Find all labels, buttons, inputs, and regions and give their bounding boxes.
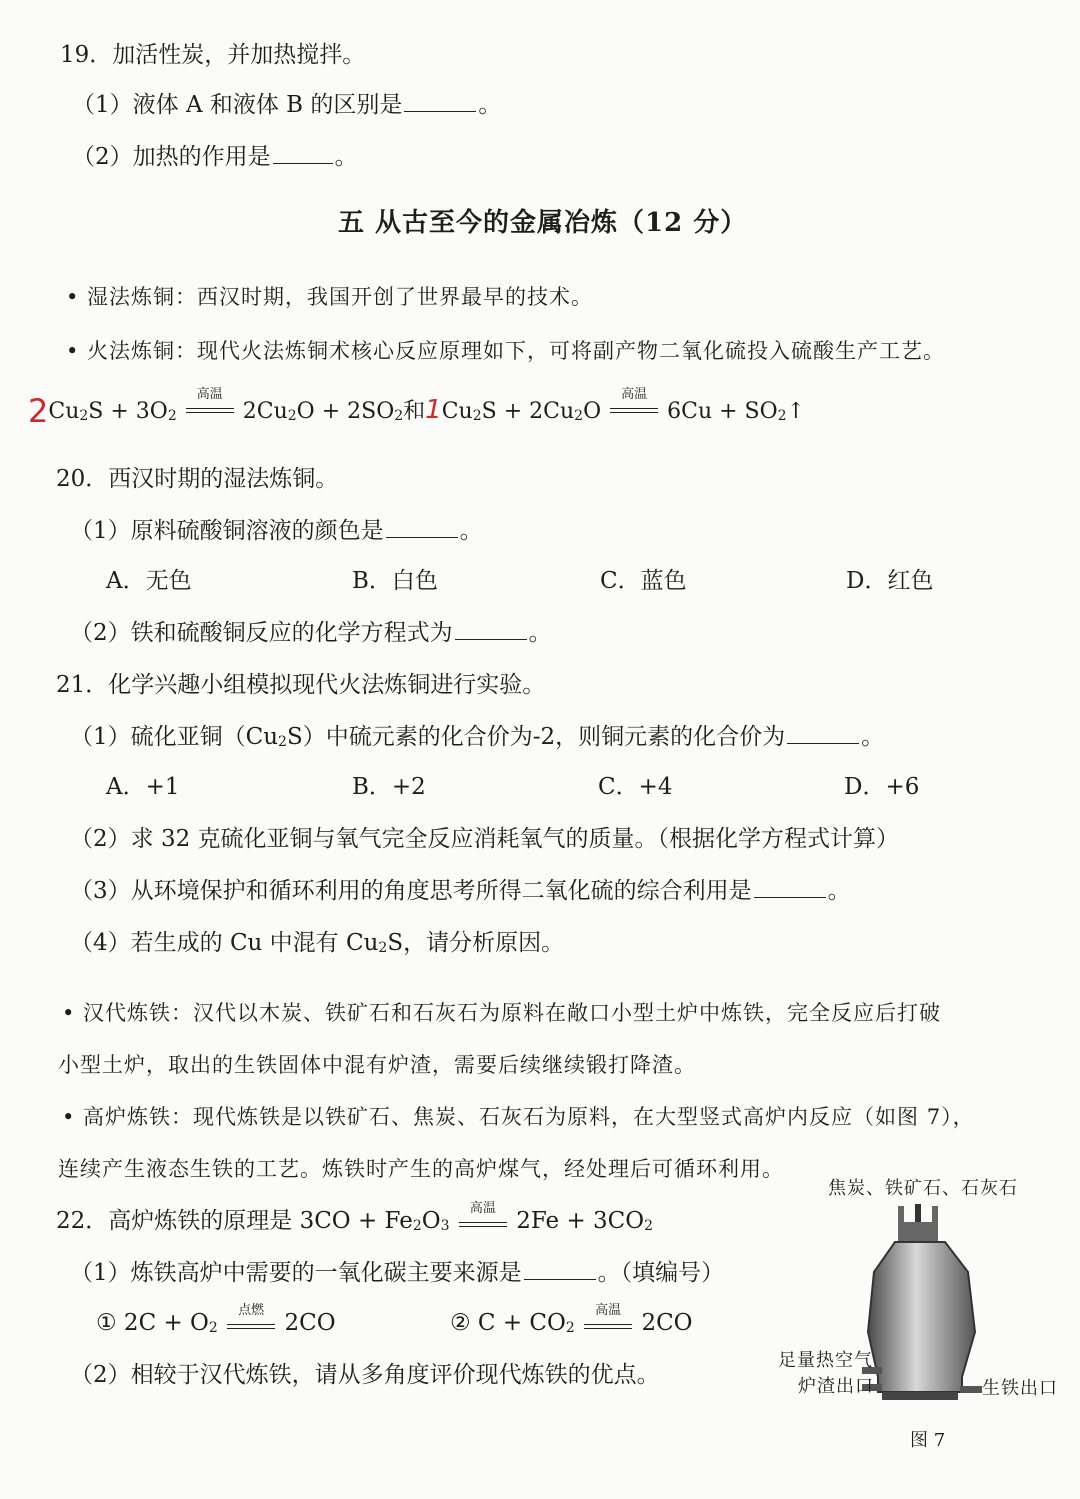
q21-option-d[interactable]: D．+6 xyxy=(844,774,920,800)
q21-part1-text: S）中硫元素的化合价为-2，则铜元素的化合价为 xyxy=(286,724,786,750)
answer-blank[interactable] xyxy=(273,143,333,164)
q19-part2-end: 。 xyxy=(334,144,358,170)
q22-part1-end: 。（填编号） xyxy=(597,1260,725,1286)
q20-part1 xyxy=(70,516,483,546)
slag-outlet-label: 炉渣出口 xyxy=(798,1376,874,1397)
q20-part2-end: 。 xyxy=(528,620,552,646)
section-title: 五 从古至今的金属冶炼（12 分） xyxy=(338,208,748,238)
answer-blank[interactable] xyxy=(404,91,476,112)
q21-part2: （2）求 32 克硫化亚铜与氧气完全反应消耗氧气的质量。（根据化学方程式计算） xyxy=(70,826,900,852)
copper-equations xyxy=(28,387,806,431)
subscript: 2 xyxy=(565,1320,575,1336)
blast-furnace-figure xyxy=(770,1172,1070,1472)
modern-iron-line1: • 高炉炼铁：现代炼铁是以铁矿石、焦炭、石灰石为原料，在大型竖式高炉内反应（如图 7）， xyxy=(62,1105,975,1129)
eq-term: S + 2Cu xyxy=(481,399,575,424)
reaction-sign xyxy=(459,1201,507,1236)
q19-part1 xyxy=(72,90,501,120)
subscript: 3 xyxy=(440,1218,450,1234)
eq-subscript: 2 xyxy=(79,408,89,424)
q20-option-a[interactable]: A．无色 xyxy=(106,568,192,594)
eq-term: Cu xyxy=(48,399,80,424)
q22-stem xyxy=(56,1201,654,1241)
eq-subscript: 2 xyxy=(472,408,482,424)
air-inlet-label: 足量热空气 xyxy=(778,1350,873,1371)
figure-caption: 图 7 xyxy=(910,1430,946,1451)
q21-part4-text: （4）若生成的 Cu 中混有 Cu xyxy=(70,930,379,956)
q22-part1 xyxy=(70,1258,724,1288)
q21-stem: 21．化学兴趣小组模拟现代火法炼铜进行实验。 xyxy=(56,672,546,698)
q20-stem: 20．西汉时期的湿法炼铜。 xyxy=(56,466,339,492)
eq-term: 6Cu + SO xyxy=(667,399,778,424)
fire-copper-intro: • 火法炼铜：现代火法炼铜术核心反应原理如下，可将副产物二氧化硫投入硫酸生产工艺。 xyxy=(66,339,946,363)
q21-option-c[interactable]: C．+4 xyxy=(598,774,673,800)
wet-copper-intro: • 湿法炼铜：西汉时期，我国开创了世界最早的技术。 xyxy=(66,285,594,309)
eq-subscript: 2 xyxy=(777,408,787,424)
subscript: 2 xyxy=(208,1320,218,1336)
q21-option-b[interactable]: B．+2 xyxy=(352,774,426,800)
q22-stem-text: 22．高炉炼铁的原理是 3CO + Fe xyxy=(56,1208,413,1234)
q19-part1-text: （1）液体 A 和液体 B 的区别是 xyxy=(72,92,403,118)
q22-stem-text: O xyxy=(421,1208,441,1234)
q21-part3-end: 。 xyxy=(827,878,851,904)
q20-part2 xyxy=(70,618,552,648)
reaction-text: ① 2C + O xyxy=(96,1310,209,1336)
q21-option-a[interactable]: A．+1 xyxy=(106,774,180,800)
eq-subscript: 2 xyxy=(574,408,584,424)
answer-blank[interactable] xyxy=(455,619,527,640)
q20-part1-text: （1）原料硫酸铜溶液的颜色是 xyxy=(70,518,384,544)
figure-top-label: 焦炭、铁矿石、石灰石 xyxy=(828,1178,1018,1199)
reaction-sign xyxy=(227,1303,275,1338)
answer-blank[interactable] xyxy=(787,723,859,744)
reaction-condition: 点燃 xyxy=(238,1303,265,1318)
q22-stem-text: 2Fe + 3CO xyxy=(516,1208,645,1234)
blast-furnace-illustration xyxy=(770,1172,1070,1472)
q20-option-d[interactable]: D．红色 xyxy=(846,568,934,594)
reaction-text: 2CO xyxy=(641,1310,693,1336)
q21-part4 xyxy=(70,928,564,963)
q21-part4-text: S，请分析原因。 xyxy=(387,930,565,956)
eq-term: Cu xyxy=(441,399,473,424)
eq-term: O xyxy=(583,399,602,424)
reaction-condition: 高温 xyxy=(621,387,648,402)
reaction-condition: 高温 xyxy=(196,387,223,402)
eq-subscript: 2 xyxy=(167,408,177,424)
han-iron-line1: • 汉代炼铁：汉代以木炭、铁矿石和石灰石为原料在敞口小型土炉中炼铁，完全反应后打破 xyxy=(62,1001,942,1025)
modern-iron-line2: 连续产生液态生铁的工艺。炼铁时产生的高炉煤气，经处理后可循环利用。 xyxy=(58,1157,784,1181)
reaction-sign xyxy=(584,1303,632,1338)
eq-subscript: 2 xyxy=(394,408,404,424)
handwritten-coefficient: 2 xyxy=(28,392,49,430)
reaction-text: ② C + CO xyxy=(450,1310,566,1336)
reaction-sign xyxy=(186,387,234,422)
eq-term: 2Cu xyxy=(242,399,288,424)
subscript: 2 xyxy=(412,1218,422,1234)
subscript: 2 xyxy=(378,940,388,956)
eq-subscript: 2 xyxy=(287,408,297,424)
q22-part2: （2）相较于汉代炼铁，请从多角度评价现代炼铁的优点。 xyxy=(70,1362,660,1388)
q21-part3 xyxy=(70,876,851,906)
q20-option-b[interactable]: B．白色 xyxy=(352,568,438,594)
gas-arrow: ↑ xyxy=(786,399,806,424)
reaction-condition: 高温 xyxy=(469,1201,496,1216)
q19-part1-end: 。 xyxy=(478,92,502,118)
reaction-condition: 高温 xyxy=(595,1303,622,1318)
q21-part1-text: （1）硫化亚铜（Cu xyxy=(70,724,279,750)
q19-stem: 19．加活性炭，并加热搅拌。 xyxy=(60,42,366,68)
q22-reaction-1[interactable] xyxy=(96,1303,336,1343)
reaction-sign xyxy=(610,387,658,422)
han-iron-line2: 小型土炉，取出的生铁固体中混有炉渣，需要后续继续锻打降渣。 xyxy=(58,1053,696,1077)
q21-part1 xyxy=(70,722,884,757)
subscript: 2 xyxy=(278,734,287,750)
q22-reaction-2[interactable] xyxy=(450,1303,693,1343)
answer-blank[interactable] xyxy=(754,877,826,898)
iron-outlet-label: 生铁出口 xyxy=(982,1378,1058,1399)
q21-part3-text: （3）从环境保护和循环利用的角度思考所得二氧化硫的综合利用是 xyxy=(70,878,752,904)
answer-blank[interactable] xyxy=(524,1259,596,1280)
subscript: 2 xyxy=(644,1218,654,1234)
q20-part2-text: （2）铁和硫酸铜反应的化学方程式为 xyxy=(70,620,453,646)
q20-part1-end: 。 xyxy=(459,518,483,544)
q21-part1-end: 。 xyxy=(861,724,885,750)
q19-part2 xyxy=(72,142,358,172)
handwritten-coefficient: 1 xyxy=(425,395,442,425)
answer-blank[interactable] xyxy=(386,517,458,538)
eq-joiner: 和 xyxy=(403,399,426,424)
reaction-text: 2CO xyxy=(284,1310,336,1336)
eq-term: O + 2SO xyxy=(296,399,395,424)
q22-part1-text: （1）炼铁高炉中需要的一氧化碳主要来源是 xyxy=(70,1260,522,1286)
q19-part2-text: （2）加热的作用是 xyxy=(72,144,271,170)
eq-term: S + 3O xyxy=(88,399,168,424)
q20-option-c[interactable]: C．蓝色 xyxy=(600,568,687,594)
